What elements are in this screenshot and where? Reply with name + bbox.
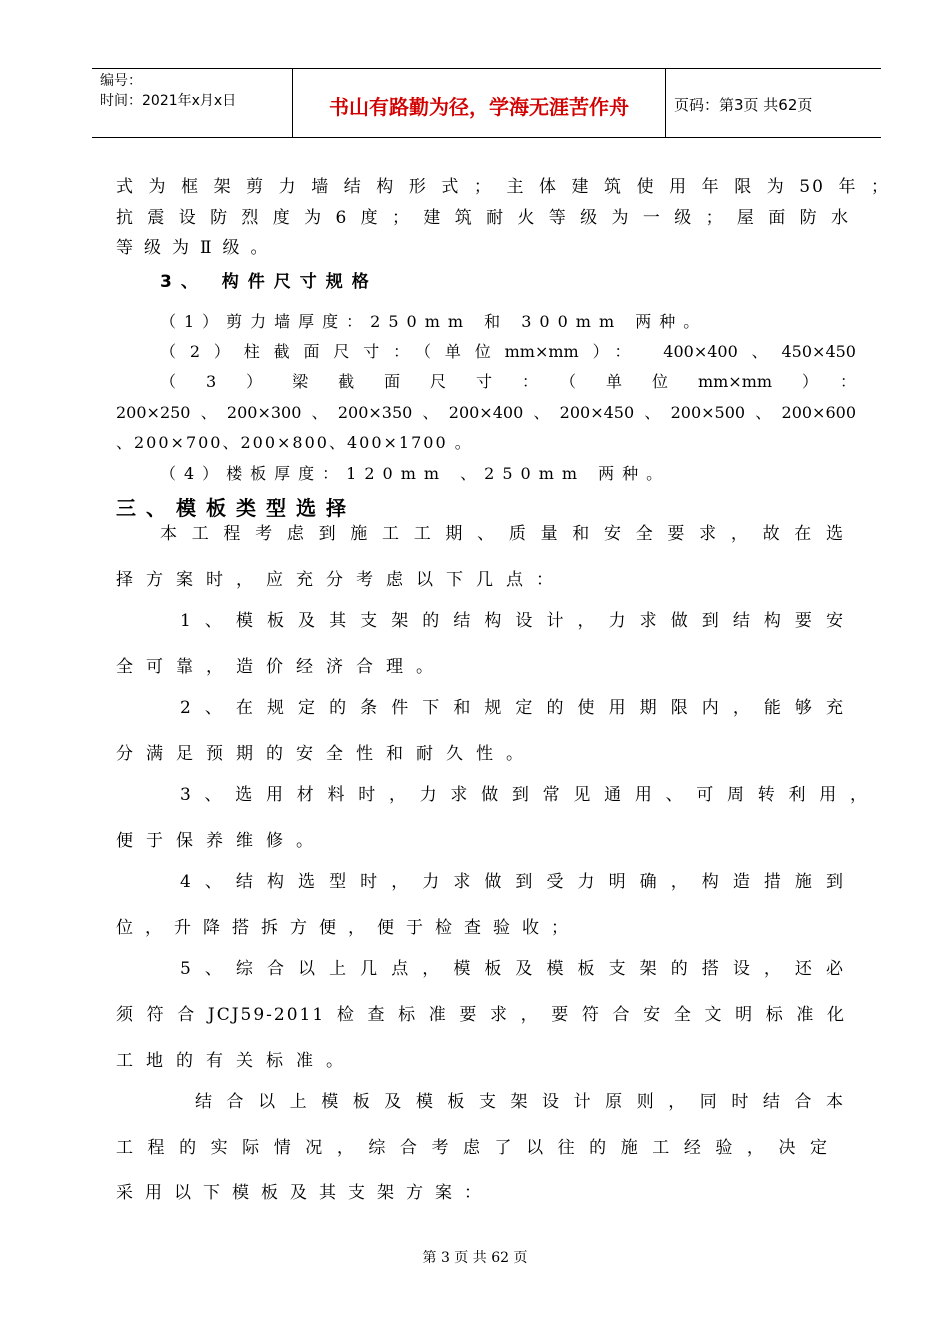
body-line: 本工程考虑到施工工期、质量和安全要求，故在选 (160, 524, 846, 544)
body-line: 3、选用材料时，力求做到常见通用、可周转利用， (180, 785, 870, 805)
header-page-cell (666, 69, 881, 137)
doc-number-label: 编号： (100, 73, 142, 89)
doc-time-label: 时间：2021年x月x日 (100, 93, 237, 109)
header-page-info: 页码：第3页 共62页 (674, 96, 813, 114)
body-line: （2）柱截面尺寸：（单位mm×mm）： 400×400、450×450 (160, 342, 856, 361)
body-line: 等级为Ⅱ级。 (116, 238, 279, 258)
body-line: 抗震设防烈度为6度；建筑耐火等级为一级；屋面防水 (116, 208, 850, 228)
header-slogan-cell (293, 69, 666, 137)
body-line: 采用以下模板及其支架方案： (116, 1183, 493, 1203)
body-line: 工程的实际情况，综合考虑了以往的施工经验，决定 (116, 1138, 830, 1158)
body-line: 4、结构选型时，力求做到受力明确，构造措施到 (180, 872, 846, 892)
body-line: 、200×700、200×800、400×1700 。 (116, 433, 473, 452)
header-meta-cell (92, 69, 293, 137)
body-line: 200×250、200×300、200×350、200×400、200×450、200×500、200×600 (116, 403, 857, 422)
body-line: （4）楼板厚度：120mm 、250mm 两种。 (160, 464, 671, 483)
body-line: （3）梁截面尺寸：（单位mm×mm）： (160, 372, 856, 391)
body-line: 全可靠，造价经济合理。 (116, 657, 446, 677)
body-line: 分满足预期的安全性和耐久性。 (116, 744, 536, 764)
body-line: 位，升降搭拆方便，便于检查验收； (116, 918, 580, 938)
page-footer: 第 3 页 共 62 页 (422, 1250, 528, 1266)
body-line: 1、模板及其支架的结构设计，力求做到结构要安 (180, 611, 846, 631)
body-line: 便于保养维修。 (116, 831, 326, 851)
subheading-component-sizes: 3、 构件尺寸规格 (160, 272, 378, 292)
body-line: 择方案时，应充分考虑以下几点： (116, 570, 566, 590)
body-line: 5、综合以上几点，模板及模板支架的搭设，还必 (180, 959, 846, 979)
page-header (92, 68, 881, 138)
body-line: 须符合JCJ59-2011检查标准要求，要符合安全文明标准化 (116, 1005, 846, 1025)
body-line: （1）剪力墙厚度：250mm 和 300mm 两种。 (160, 312, 708, 331)
body-line: 2、在规定的条件下和规定的使用期限内，能够充 (180, 698, 846, 718)
body-line: 工地的有关标准。 (116, 1051, 356, 1071)
header-slogan: 书山有路勤为径，学海无涯苦作舟 (329, 95, 629, 119)
section-heading-formwork-selection: 三、模板类型选择 (116, 496, 356, 520)
body-line: 结合以上模板及模板支架设计原则，同时结合本 (195, 1092, 846, 1112)
body-line: 式为框架剪力墙结构形式；主体建筑使用年限为50年； (116, 177, 890, 197)
